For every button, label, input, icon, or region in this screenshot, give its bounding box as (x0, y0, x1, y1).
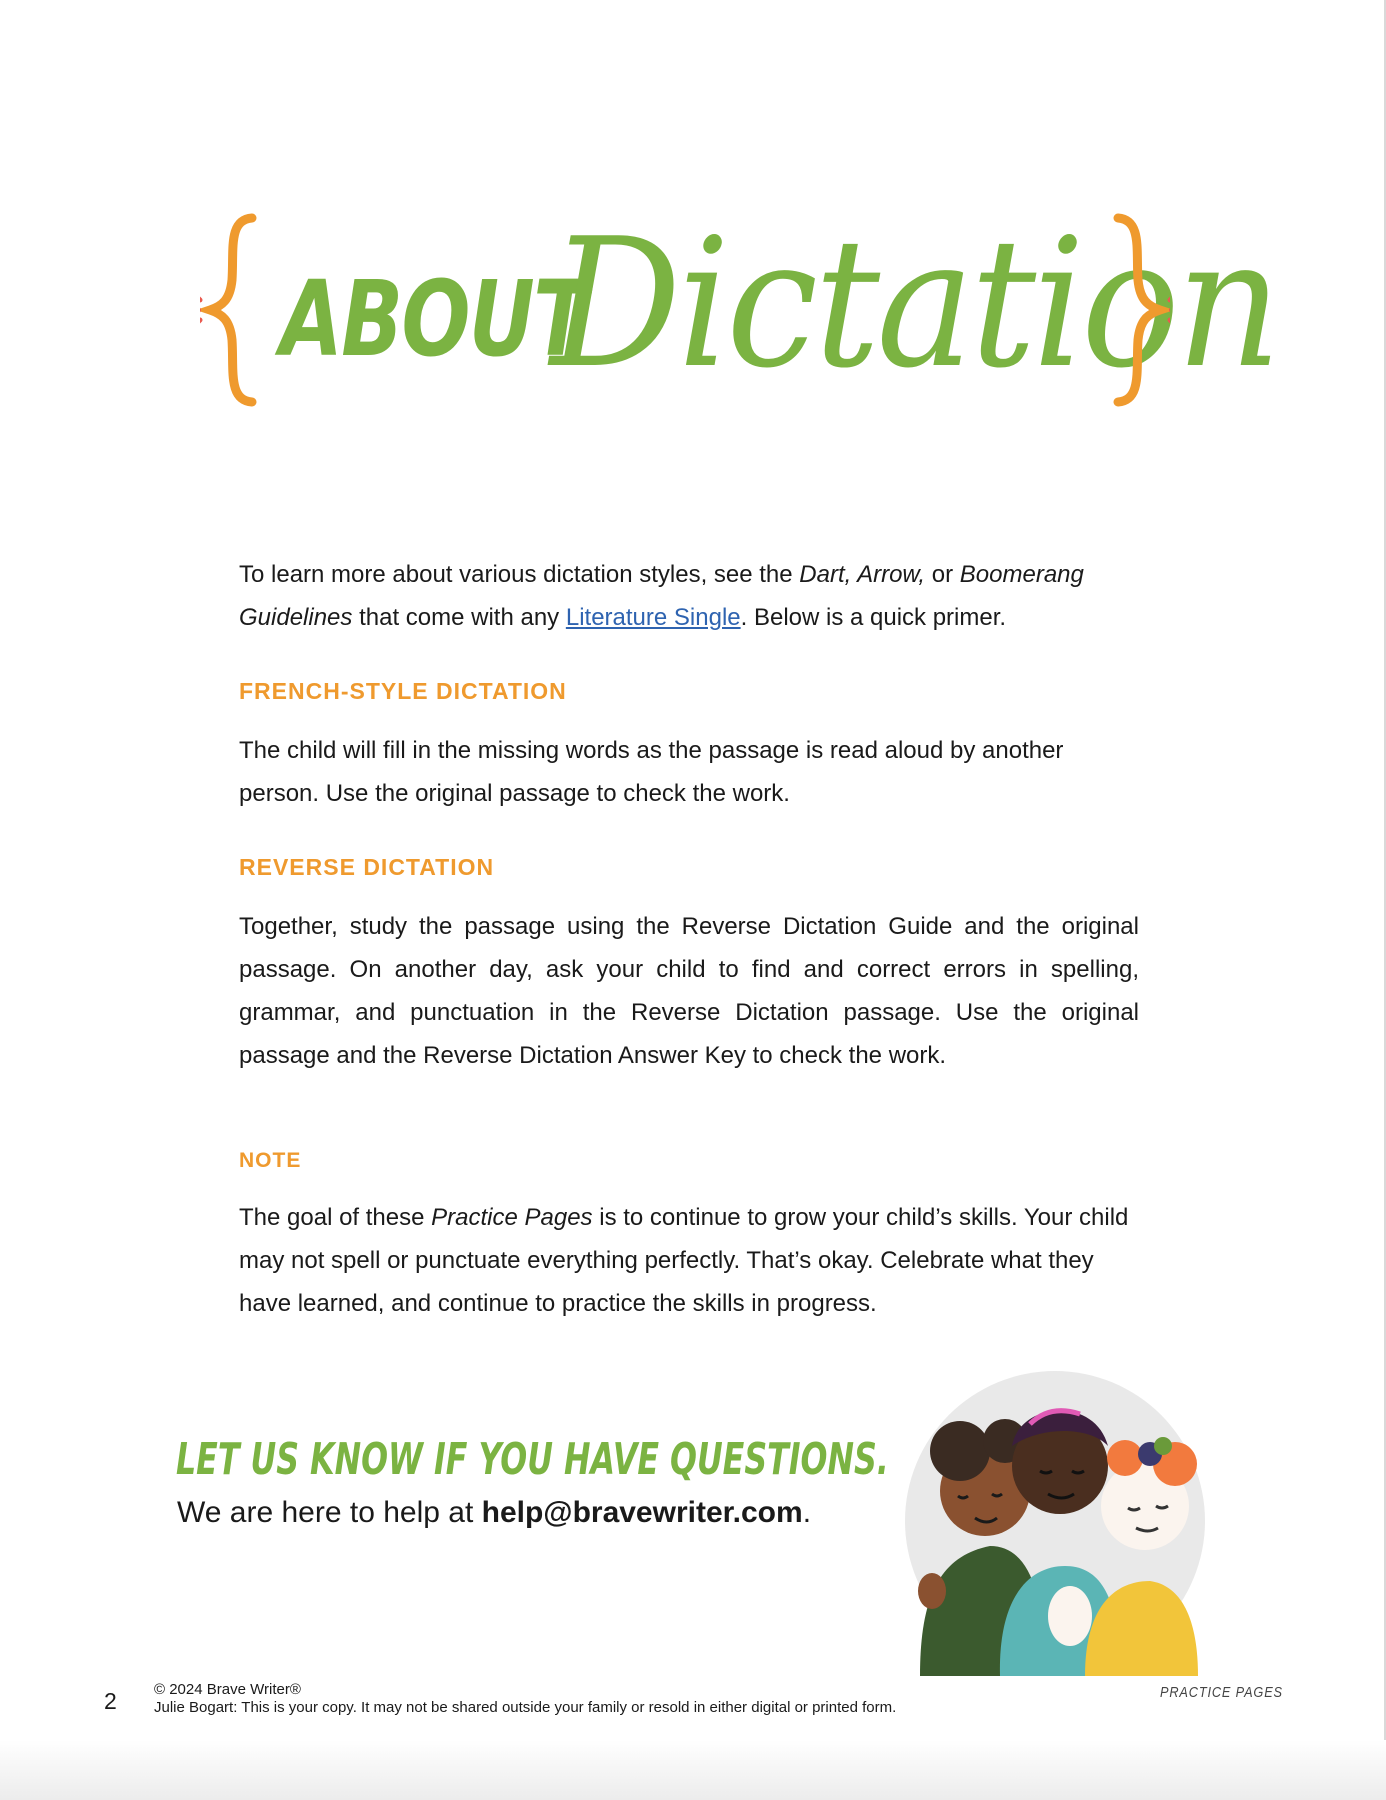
note-emphasis: Practice Pages (431, 1204, 593, 1231)
title-dictation: Dictation (550, 200, 1278, 407)
intro-text-1: To learn more about various dictation styles, see the (239, 561, 800, 588)
note-text (239, 1196, 1139, 1325)
section-text-french: The child will fill in the missing words as the passage is read aloud by another person. Use the original passage to check the work. (239, 737, 1064, 807)
page-title (150, 200, 1278, 490)
note-heading: NOTE (239, 1149, 302, 1172)
copyright-text: © 2024 Brave Writer® (154, 1681, 301, 1698)
help-text: We are here to help at (177, 1496, 482, 1529)
note-text-1: The goal of these (239, 1204, 432, 1231)
intro-text (239, 553, 1139, 639)
intro-emphasis-1: Dart, Arrow, (799, 561, 926, 588)
bottom-shade (0, 1740, 1386, 1800)
note-text-2: is to continue to grow your child’s skills. Your child may not spell or punctuate everything perfectly. That’s okay. Celebrate what they have learned, and continue to practice the skills in progress. (239, 1204, 1129, 1317)
questions-heading: LET US KNOW IF YOU HAVE QUESTIONS. (176, 1434, 889, 1485)
section-body-french (239, 729, 1139, 815)
section-text-reverse: Together, study the passage using the Reverse Dictation Guide and the original passage. On another day, ask your child to find and correct errors in spelling, grammar, and punctuation in the Reverse Dictation passage. Use the original passage and the Reverse Dictation Answer Key to check the work. (239, 913, 1139, 1069)
section-body-reverse (239, 905, 1139, 1077)
help-email-link[interactable]: help@bravewriter.com (481, 1496, 803, 1529)
page-number: 2 (104, 1688, 117, 1714)
intro-text-3: that come with any (352, 604, 566, 631)
license-text: Julie Bogart: This is your copy. It may not be shared outside your family or resold in either digital or printed form. (154, 1699, 897, 1716)
intro-paragraph (239, 553, 1139, 639)
intro-text-2: or (925, 561, 960, 588)
intro-emphasis-2: Boomerang Guidelines (239, 561, 1084, 631)
title-about: ABOUT (280, 258, 587, 380)
literature-single-link[interactable]: Literature Single (565, 604, 741, 631)
note-body (239, 1196, 1139, 1325)
help-text-end: . (802, 1496, 812, 1529)
right-curly-brace-icon (1110, 210, 1170, 410)
left-curly-brace-icon (200, 210, 260, 410)
footer-brand: PRACTICE PAGES (1160, 1684, 1283, 1701)
section-heading-french: FRENCH-STYLE DICTATION (239, 678, 567, 704)
section-heading-reverse: REVERSE DICTATION (239, 854, 495, 880)
footer-copyright-block (154, 1681, 896, 1717)
help-line (177, 1496, 811, 1530)
intro-text-4: . Below is a quick primer. (740, 604, 1007, 631)
children-hugging-illustration (880, 1346, 1230, 1676)
